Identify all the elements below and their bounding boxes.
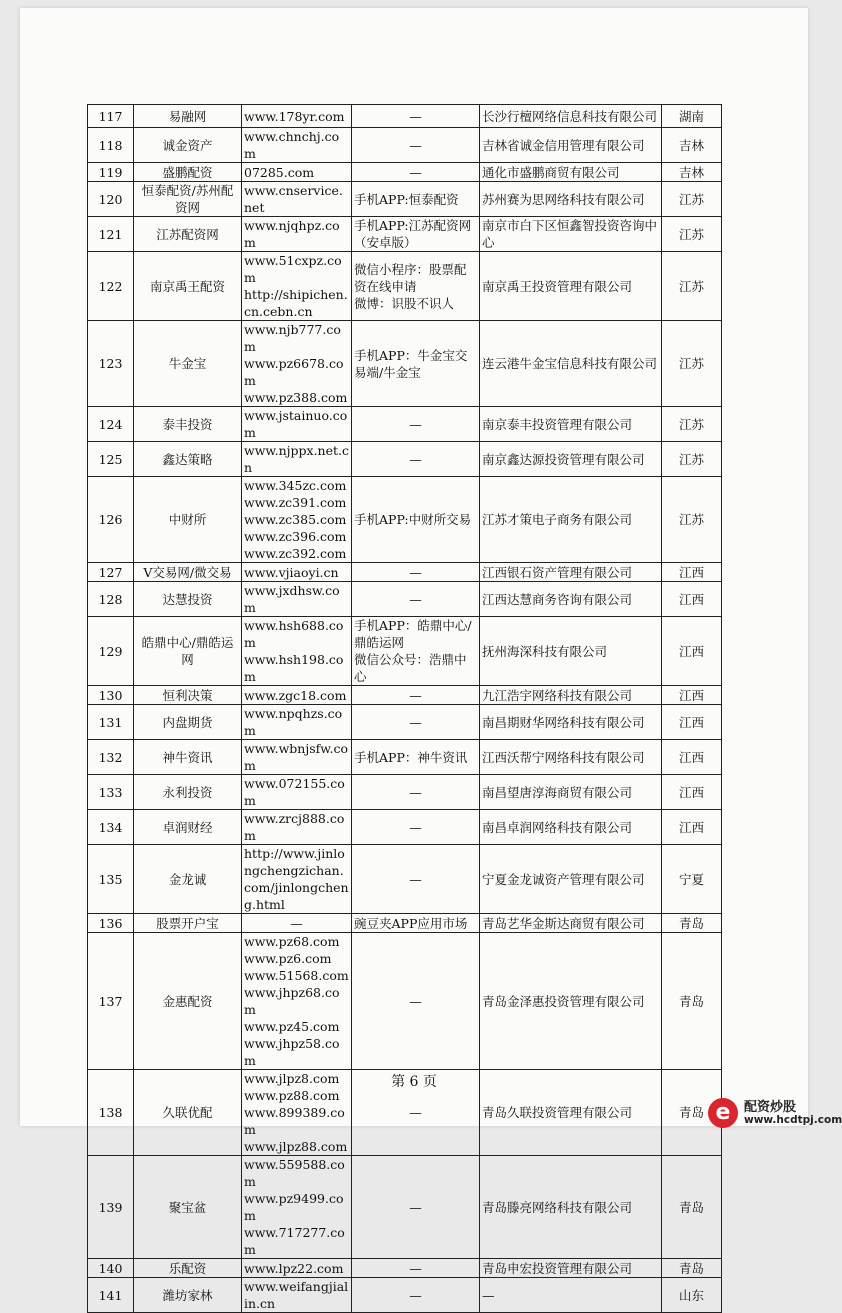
platform-website-line: www.51cxpz.com <box>244 253 342 285</box>
platform-website <box>242 182 352 217</box>
platform-app <box>352 217 480 252</box>
province: 宁夏 <box>662 845 722 914</box>
platform-app-line: — <box>409 591 422 607</box>
row-number: 128 <box>88 582 134 617</box>
platform-name: 牛金宝 <box>134 321 242 407</box>
platform-website-line: www.njppx.net.cn <box>244 443 349 475</box>
platform-name: 内盘期货 <box>134 705 242 740</box>
platform-app-line: — <box>409 564 422 580</box>
platform-app <box>352 182 480 217</box>
platform-app <box>352 442 480 477</box>
platform-website-line: www.pz68.com <box>244 934 340 949</box>
platform-website-line: www.899389.com <box>244 1105 345 1137</box>
platform-website-line: www.pz9499.com <box>244 1191 344 1223</box>
platform-app-line: 豌豆夹APP应用市场 <box>354 915 468 931</box>
platform-app-line: — <box>409 714 422 730</box>
platform-website-line: 07285.com <box>244 164 315 180</box>
operator-company: 九江浩宇网络科技有限公司 <box>480 686 662 705</box>
platform-website-line: www.pz45.com <box>244 1019 340 1034</box>
platform-app <box>352 563 480 582</box>
table-row <box>88 686 722 705</box>
table-row <box>88 563 722 582</box>
operator-company: 南昌期财华网络科技有限公司 <box>480 705 662 740</box>
operator-company: 青岛金泽惠投资管理有限公司 <box>480 933 662 1070</box>
platform-website-line: www.njb777.com <box>244 322 341 354</box>
platform-name: 江苏配资网 <box>134 217 242 252</box>
platform-website <box>242 105 352 128</box>
platform-website-line: www.178yr.com <box>244 108 345 124</box>
table-row <box>88 705 722 740</box>
row-number: 140 <box>88 1259 134 1278</box>
platform-app-line: 微信小程序：股票配资在线申请 <box>354 261 467 294</box>
page-number: 第 6 页 <box>391 1074 437 1090</box>
platform-website-line: www.zc391.com <box>244 495 347 510</box>
platform-table <box>87 104 722 1313</box>
platform-website-line: www.cnservice.net <box>244 183 343 215</box>
province: 江西 <box>662 775 722 810</box>
table-row <box>88 321 722 407</box>
platform-website <box>242 163 352 182</box>
platform-app-line: — <box>409 108 422 124</box>
platform-website-line: www.559588.com <box>244 1157 345 1189</box>
row-number: 122 <box>88 252 134 321</box>
operator-company: — <box>480 1278 662 1313</box>
platform-app-line: 手机APP:恒泰配资 <box>354 191 459 207</box>
platform-website-line: www.jhpz68.com <box>244 985 340 1017</box>
row-number: 127 <box>88 563 134 582</box>
table-row <box>88 933 722 1070</box>
operator-company: 苏州赛为思网络科技有限公司 <box>480 182 662 217</box>
platform-app <box>352 105 480 128</box>
platform-website-line: — <box>290 915 303 931</box>
platform-website-line: www.pz388.com <box>244 390 348 405</box>
operator-company: 宁夏金龙诚资产管理有限公司 <box>480 845 662 914</box>
table-row <box>88 775 722 810</box>
platform-app-line: — <box>409 416 422 432</box>
platform-website <box>242 321 352 407</box>
platform-website-line: www.njqhpz.com <box>244 218 340 250</box>
row-number: 123 <box>88 321 134 407</box>
platform-name: 卓润财经 <box>134 810 242 845</box>
platform-website <box>242 442 352 477</box>
table-row <box>88 252 722 321</box>
platform-website <box>242 686 352 705</box>
platform-name: 聚宝盆 <box>134 1156 242 1259</box>
platform-website <box>242 845 352 914</box>
table-row <box>88 477 722 563</box>
province: 江西 <box>662 617 722 686</box>
province: 江苏 <box>662 407 722 442</box>
province: 青岛 <box>662 1156 722 1259</box>
platform-app-line: 手机APP:江苏配资网（安卓版） <box>354 218 472 250</box>
platform-app <box>352 914 480 933</box>
province: 江西 <box>662 582 722 617</box>
platform-name: 泰丰投资 <box>134 407 242 442</box>
platform-app <box>352 1259 480 1278</box>
operator-company: 南京禹王投资管理有限公司 <box>480 252 662 321</box>
province: 江西 <box>662 705 722 740</box>
platform-website-line: www.345zc.com <box>244 478 347 493</box>
operator-company: 江西沃帮宁网络科技有限公司 <box>480 740 662 775</box>
row-number: 129 <box>88 617 134 686</box>
operator-company: 长沙行檀网络信息科技有限公司 <box>480 105 662 128</box>
platform-app-line: — <box>409 1287 422 1303</box>
platform-app <box>352 582 480 617</box>
platform-name: 中财所 <box>134 477 242 563</box>
platform-app <box>352 705 480 740</box>
platform-website <box>242 810 352 845</box>
platform-name: 乐配资 <box>134 1259 242 1278</box>
platform-website <box>242 740 352 775</box>
platform-app <box>352 933 480 1070</box>
platform-website-line: www.jlpz8.com <box>244 1071 340 1086</box>
platform-website <box>242 128 352 163</box>
platform-app-line: 手机APP：皓鼎中心/鼎皓运网 <box>354 618 472 650</box>
platform-app-line: — <box>409 687 422 703</box>
row-number: 139 <box>88 1156 134 1259</box>
operator-company: 南昌望唐淳海商贸有限公司 <box>480 775 662 810</box>
platform-app <box>352 407 480 442</box>
platform-website-line: www.chnchj.com <box>244 129 340 161</box>
province: 江西 <box>662 563 722 582</box>
platform-website-line: www.jxdhsw.com <box>244 583 340 615</box>
platform-website <box>242 407 352 442</box>
table-row <box>88 442 722 477</box>
province: 青岛 <box>662 1070 722 1156</box>
row-number: 125 <box>88 442 134 477</box>
operator-company: 江西银石资产管理有限公司 <box>480 563 662 582</box>
platform-website <box>242 1278 352 1313</box>
platform-app-line: 微信公众号：浩鼎中心 <box>354 652 467 684</box>
platform-website-line: www.weifangjialin.cn <box>244 1279 349 1311</box>
platform-app-line: — <box>409 871 422 887</box>
platform-name: 达慧投资 <box>134 582 242 617</box>
platform-website-line: www.npqhzs.com <box>244 706 343 738</box>
row-number: 134 <box>88 810 134 845</box>
platform-app-line: — <box>409 819 422 835</box>
platform-app-line: — <box>409 137 422 153</box>
platform-name: 诚金资产 <box>134 128 242 163</box>
table-row <box>88 845 722 914</box>
watermark-url: www.hcdtpj.com <box>744 1114 842 1126</box>
platform-app-line: — <box>409 1260 422 1276</box>
platform-name: 金惠配资 <box>134 933 242 1070</box>
province: 山东 <box>662 1278 722 1313</box>
platform-website <box>242 1156 352 1259</box>
platform-app <box>352 845 480 914</box>
platform-name: 恒泰配资/苏州配资网 <box>134 182 242 217</box>
platform-name: 永利投资 <box>134 775 242 810</box>
platform-website-line: www.pz6678.com <box>244 356 344 388</box>
row-number: 137 <box>88 933 134 1070</box>
platform-website-line: www.lpz22.com <box>244 1260 344 1276</box>
platform-app-line: 微博：识股不识人 <box>354 295 455 311</box>
platform-website-line: www.vjiaoyi.cn <box>244 564 339 580</box>
row-number: 131 <box>88 705 134 740</box>
platform-website-line: www.jstainuo.com <box>244 408 348 440</box>
platform-app <box>352 686 480 705</box>
platform-name: 南京禹王配资 <box>134 252 242 321</box>
operator-company: 青岛久联投资管理有限公司 <box>480 1070 662 1156</box>
platform-app <box>352 477 480 563</box>
operator-company: 南京鑫达源投资管理有限公司 <box>480 442 662 477</box>
platform-website-line: www.zc396.com <box>244 529 347 544</box>
platform-website-line: www.51568.com <box>244 968 349 983</box>
table-body <box>88 105 722 1313</box>
platform-website <box>242 582 352 617</box>
operator-company: 南昌卓润网络科技有限公司 <box>480 810 662 845</box>
row-number: 126 <box>88 477 134 563</box>
platform-website <box>242 477 352 563</box>
operator-company: 通化市盛鹏商贸有限公司 <box>480 163 662 182</box>
watermark-title: 配资炒股 <box>744 1100 797 1115</box>
operator-company: 江西达慧商务咨询有限公司 <box>480 582 662 617</box>
row-number: 141 <box>88 1278 134 1313</box>
platform-website <box>242 252 352 321</box>
table-row <box>88 740 722 775</box>
platform-name: 股票开户宝 <box>134 914 242 933</box>
row-number: 117 <box>88 105 134 128</box>
platform-website-line: www.pz6.com <box>244 951 332 966</box>
platform-app <box>352 810 480 845</box>
table-row <box>88 914 722 933</box>
platform-website-line: www.wbnjsfw.com <box>244 741 348 773</box>
platform-name: 金龙诚 <box>134 845 242 914</box>
province: 青岛 <box>662 1259 722 1278</box>
platform-app-line: 手机APP：牛金宝交易端/牛金宝 <box>354 347 468 380</box>
platform-app <box>352 128 480 163</box>
province: 江苏 <box>662 252 722 321</box>
platform-website <box>242 617 352 686</box>
platform-app-line: — <box>409 784 422 800</box>
platform-name: 盛鹏配资 <box>134 163 242 182</box>
operator-company: 青岛滕亮网络科技有限公司 <box>480 1156 662 1259</box>
document-page <box>20 8 808 1311</box>
platform-website <box>242 933 352 1070</box>
platform-website-line: www.zgc18.com <box>244 687 347 703</box>
table-row <box>88 1156 722 1259</box>
platform-name: 潍坊家林 <box>134 1278 242 1313</box>
platform-app <box>352 1278 480 1313</box>
platform-website-line: http://shipichen.cn.cebn.cn <box>244 287 348 319</box>
table-row <box>88 617 722 686</box>
table-row <box>88 128 722 163</box>
platform-website-line: http://www.jinlongchengzichan.com/jinlongcheng.html <box>244 846 349 912</box>
platform-website <box>242 563 352 582</box>
watermark <box>708 1094 842 1134</box>
table-row <box>88 217 722 252</box>
platform-app-line: — <box>409 451 422 467</box>
table-row <box>88 407 722 442</box>
platform-website-line: www.pz88.com <box>244 1088 340 1103</box>
row-number: 136 <box>88 914 134 933</box>
row-number: 121 <box>88 217 134 252</box>
province: 青岛 <box>662 914 722 933</box>
watermark-logo-icon: e <box>708 1098 738 1128</box>
platform-app <box>352 1156 480 1259</box>
table-row <box>88 810 722 845</box>
table-row <box>88 1259 722 1278</box>
row-number: 130 <box>88 686 134 705</box>
operator-company: 南京市白下区恒鑫智投资咨询中心 <box>480 217 662 252</box>
row-number: 124 <box>88 407 134 442</box>
row-number: 133 <box>88 775 134 810</box>
operator-company: 江苏才策电子商务有限公司 <box>480 477 662 563</box>
platform-name: 恒利决策 <box>134 686 242 705</box>
table-row <box>88 582 722 617</box>
province: 湖南 <box>662 105 722 128</box>
operator-company: 吉林省诚金信用管理有限公司 <box>480 128 662 163</box>
platform-website <box>242 1259 352 1278</box>
operator-company: 连云港牛金宝信息科技有限公司 <box>480 321 662 407</box>
platform-name: 易融网 <box>134 105 242 128</box>
platform-app-line: — <box>409 993 422 1009</box>
province: 江西 <box>662 810 722 845</box>
platform-app-line: 手机APP:中财所交易 <box>354 512 472 527</box>
platform-app <box>352 321 480 407</box>
table-row <box>88 105 722 128</box>
platform-website-line: www.717277.com <box>244 1225 345 1257</box>
row-number: 120 <box>88 182 134 217</box>
row-number: 118 <box>88 128 134 163</box>
table-row <box>88 1278 722 1313</box>
table-row <box>88 163 722 182</box>
row-number: 135 <box>88 845 134 914</box>
platform-app-line: — <box>409 1199 422 1215</box>
row-number: 132 <box>88 740 134 775</box>
platform-website-line: www.zc392.com <box>244 546 347 561</box>
operator-company: 南京泰丰投资管理有限公司 <box>480 407 662 442</box>
platform-app-line: — <box>409 1105 422 1120</box>
platform-website <box>242 914 352 933</box>
platform-website-line: www.hsh198.com <box>244 652 344 684</box>
platform-name: 神牛资讯 <box>134 740 242 775</box>
platform-website <box>242 217 352 252</box>
platform-name: 鑫达策略 <box>134 442 242 477</box>
platform-website <box>242 775 352 810</box>
table-row <box>88 182 722 217</box>
province: 江苏 <box>662 217 722 252</box>
platform-website-line: www.jhpz58.com <box>244 1036 340 1068</box>
platform-app <box>352 775 480 810</box>
platform-app-line: — <box>409 164 422 180</box>
row-number: 119 <box>88 163 134 182</box>
province: 江西 <box>662 740 722 775</box>
province: 江苏 <box>662 442 722 477</box>
province: 江西 <box>662 686 722 705</box>
province: 青岛 <box>662 933 722 1070</box>
province: 江苏 <box>662 182 722 217</box>
row-number: 138 <box>88 1070 134 1156</box>
province: 吉林 <box>662 128 722 163</box>
platform-app <box>352 740 480 775</box>
operator-company: 青岛艺华金斯达商贸有限公司 <box>480 914 662 933</box>
platform-website-line: www.zc385.com <box>244 512 347 527</box>
platform-app-line: 手机APP：神牛资讯 <box>354 749 468 765</box>
province: 江苏 <box>662 321 722 407</box>
platform-website <box>242 705 352 740</box>
platform-website-line: www.hsh688.com <box>244 618 344 650</box>
province: 江苏 <box>662 477 722 563</box>
operator-company: 青岛申宏投资管理有限公司 <box>480 1259 662 1278</box>
platform-app <box>352 252 480 321</box>
platform-website-line: www.072155.com <box>244 776 345 808</box>
platform-website-line: www.jlpz88.com <box>244 1139 348 1154</box>
platform-name: 皓鼎中心/鼎皓运网 <box>134 617 242 686</box>
platform-name: V交易网/微交易 <box>134 563 242 582</box>
platform-website-line: www.zrcj888.com <box>244 811 345 843</box>
platform-app <box>352 163 480 182</box>
province: 吉林 <box>662 163 722 182</box>
operator-company: 抚州海深科技有限公司 <box>480 617 662 686</box>
platform-app <box>352 617 480 686</box>
platform-name: 久联优配 <box>134 1070 242 1156</box>
